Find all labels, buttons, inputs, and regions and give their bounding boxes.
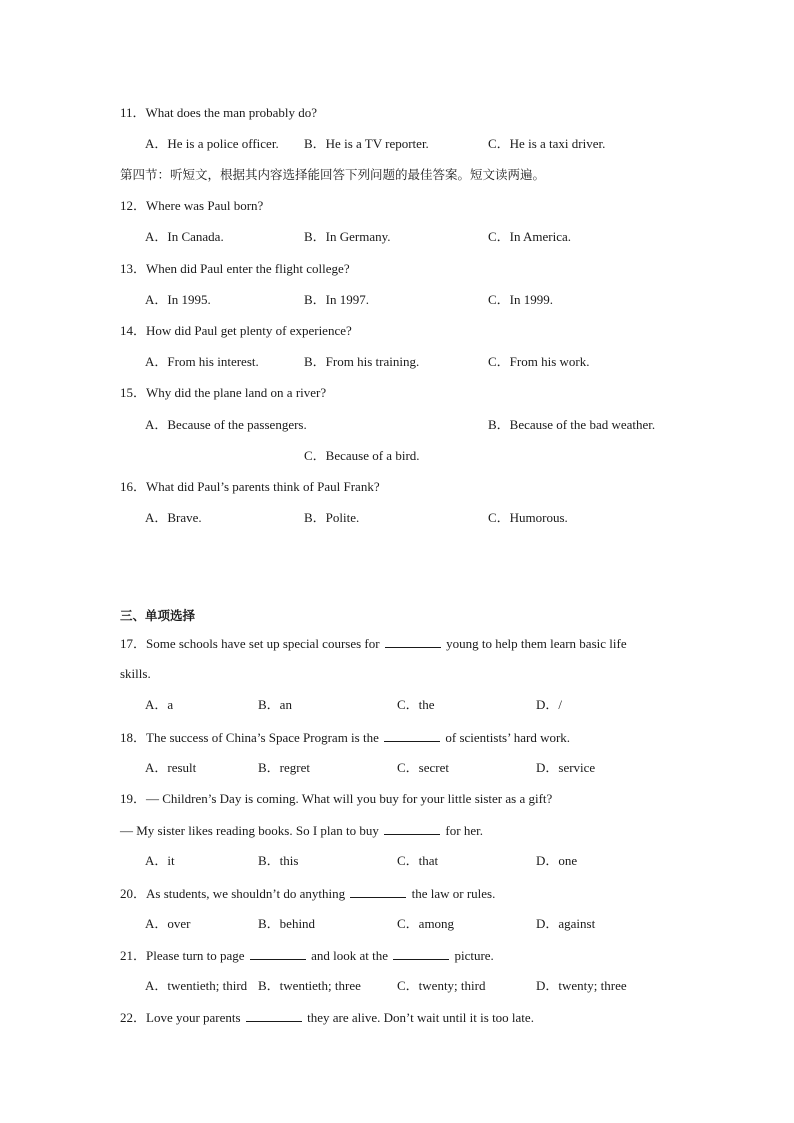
q22-blank [246, 1009, 302, 1022]
q20-stem-pre: 20．As students, we shouldn’t do anything [120, 886, 346, 901]
q19-option-c: C．that [397, 853, 439, 868]
q18-stem-post: of scientists’ hard work. [445, 730, 571, 745]
q17-option-c: C．the [397, 697, 435, 712]
q16-option-b: B．Polite. [304, 510, 360, 525]
question-12-stem: 12．Where was Paul born? [120, 198, 264, 213]
question-13-stem: 13．When did Paul enter the flight college? [120, 261, 350, 276]
question-20-stem [120, 885, 495, 902]
q21-option-d: D．twenty; three [536, 978, 627, 993]
q13-option-c: C．In 1999. [488, 292, 554, 307]
q17-option-a: A．a [145, 697, 174, 712]
q12-option-a: A．In Canada. [145, 229, 224, 244]
question-19-line-2 [120, 822, 483, 839]
q12-option-b: B．In Germany. [304, 229, 391, 244]
q14-option-a: A．From his interest. [145, 354, 259, 369]
q11-option-b: B．He is a TV reporter. [304, 136, 429, 151]
q19-option-b: B．this [258, 853, 299, 868]
q20-option-c: C．among [397, 916, 455, 931]
q21-blank-1 [250, 947, 306, 960]
q12-option-c: C．In America. [488, 229, 572, 244]
q21-blank-2 [393, 947, 449, 960]
q20-stem-post: the law or rules. [411, 886, 496, 901]
q17-blank [385, 635, 441, 648]
q15-option-b: B．Because of the bad weather. [488, 417, 656, 432]
q13-option-b: B．In 1997. [304, 292, 370, 307]
q19-stem-post: for her. [445, 823, 483, 838]
q19-option-d: D．one [536, 853, 578, 868]
q13-option-a: A．In 1995. [145, 292, 211, 307]
q18-blank [384, 729, 440, 742]
q21-stem-pre: 21．Please turn to page [120, 948, 245, 963]
q14-option-b: B．From his training. [304, 354, 420, 369]
q20-option-b: B．behind [258, 916, 316, 931]
q20-blank [350, 885, 406, 898]
q18-option-a: A．result [145, 760, 197, 775]
question-17-stem [120, 635, 627, 652]
q15-option-a: A．Because of the passengers. [145, 417, 307, 432]
question-15-stem: 15．Why did the plane land on a river? [120, 385, 327, 400]
q21-stem-post: picture. [454, 948, 494, 963]
q15-option-c: C．Because of a bird. [304, 448, 420, 463]
question-14-stem: 14．How did Paul get plenty of experience? [120, 323, 352, 338]
section-3-title: 三、单项选择 [120, 608, 196, 623]
q11-option-a: A．He is a police officer. [145, 136, 279, 151]
q16-option-c: C．Humorous. [488, 510, 568, 525]
q17-stem-pre: 17．Some schools have set up special courses for [120, 636, 380, 651]
q17-stem-continuation: skills. [120, 666, 151, 681]
q22-stem-pre: 22．Love your parents [120, 1010, 241, 1025]
q20-option-d: D．against [536, 916, 596, 931]
question-18-stem [120, 729, 570, 746]
question-21-stem [120, 947, 494, 964]
section-4-instruction: 第四节：听短文，根据其内容选择能回答下列问题的最佳答案。短文读两遍。 [120, 167, 546, 182]
q19-option-a: A．it [145, 853, 175, 868]
q20-option-a: A．over [145, 916, 191, 931]
q14-option-c: C．From his work. [488, 354, 590, 369]
q18-option-d: D．service [536, 760, 596, 775]
q17-option-d: D．/ [536, 697, 563, 712]
q21-option-b: B．twentieth; three [258, 978, 361, 993]
q16-option-a: A．Brave. [145, 510, 202, 525]
question-22-stem [120, 1009, 534, 1026]
question-19-line-1: 19．— Children’s Day is coming. What will you buy for your little sister as a gift? [120, 791, 553, 806]
q19-stem-pre: — My sister likes reading books. So I plan to buy [120, 823, 379, 838]
q19-blank [384, 822, 440, 835]
question-16-stem: 16．What did Paul’s parents think of Paul Frank? [120, 479, 380, 494]
question-11-stem: 11．What does the man probably do? [120, 105, 317, 120]
q21-option-c: C．twenty; third [397, 978, 486, 993]
q18-option-b: B．regret [258, 760, 310, 775]
q18-option-c: C．secret [397, 760, 449, 775]
q11-option-c: C．He is a taxi driver. [488, 136, 606, 151]
q17-option-b: B．an [258, 697, 292, 712]
q17-stem-post: young to help them learn basic life [446, 636, 627, 651]
q22-stem-post: they are alive. Don’t wait until it is too late. [307, 1010, 534, 1025]
q18-stem-pre: 18．The success of China’s Space Program is the [120, 730, 379, 745]
q21-option-a: A．twentieth; third [145, 978, 248, 993]
q21-stem-mid: and look at the [311, 948, 388, 963]
